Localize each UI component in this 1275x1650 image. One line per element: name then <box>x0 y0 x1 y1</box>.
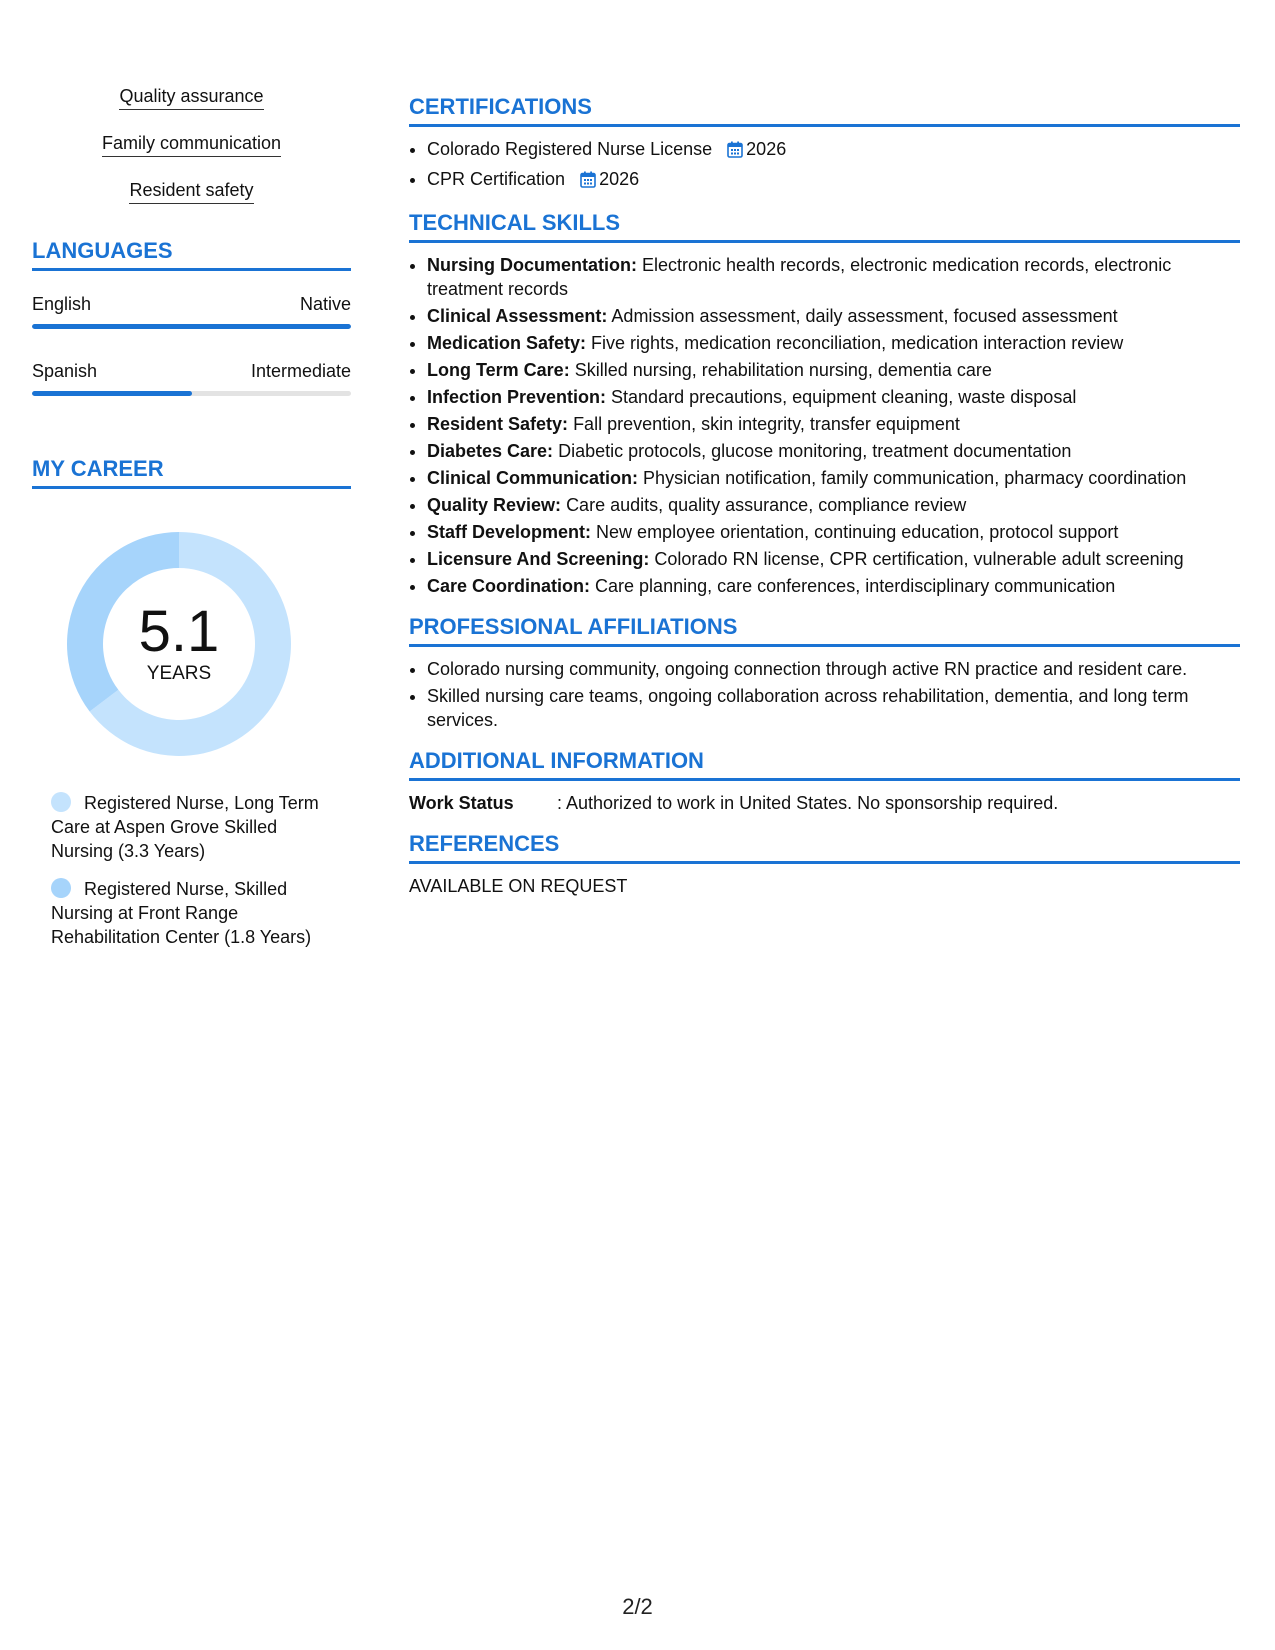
certification-name: CPR Certification <box>427 169 566 189</box>
legend-dot-icon <box>51 878 71 898</box>
affiliation-item: • Colorado nursing community, ongoing connection through active RN practice and resident care. <box>427 657 1240 681</box>
calendar-icon <box>580 170 596 194</box>
certification-item <box>427 137 1240 164</box>
language-name: Spanish <box>32 361 98 381</box>
skill-item: • Long Term Care: Skilled nursing, rehabilitation nursing, dementia care <box>427 358 1240 382</box>
affiliations-section <box>409 614 1240 732</box>
skill-item: • Clinical Assessment: Admission assessment, daily assessment, focused assessment <box>427 304 1240 328</box>
skill-item: • Staff Development: New employee orientation, continuing education, protocol support <box>427 520 1240 544</box>
skill-item: • Quality Review: Care audits, quality assurance, compliance review <box>427 493 1240 517</box>
language-bar <box>32 324 351 329</box>
calendar-icon <box>727 140 743 164</box>
career-legend <box>51 791 341 949</box>
affiliation-item: • Skilled nursing care teams, ongoing collaboration across rehabilitation, dementia, and long term services. <box>427 684 1240 732</box>
career-donut-chart <box>66 531 292 757</box>
language-level: Native <box>299 294 351 314</box>
strength-item: Quality assurance <box>32 84 351 110</box>
technical-skills-list <box>409 253 1240 598</box>
work-status-value: : Authorized to work in United States. No sponsorship required. <box>557 793 1059 813</box>
language-bar <box>32 391 351 396</box>
strength-item: Resident safety <box>32 178 351 204</box>
skill-item: • Nursing Documentation: Electronic health records, electronic medication records, electronic treatment records <box>427 253 1240 301</box>
strengths-list <box>32 84 351 204</box>
language-english <box>32 293 351 329</box>
certifications-title: CERTIFICATIONS <box>409 94 1240 127</box>
certifications-section <box>409 94 1240 194</box>
career-total-unit: YEARS <box>146 663 212 684</box>
language-level: Intermediate <box>250 361 351 381</box>
career-total-years: 5.1 <box>138 599 220 664</box>
certification-year: 2026 <box>746 139 787 159</box>
legend-dot-icon <box>51 792 71 812</box>
language-name: English <box>32 294 92 314</box>
donut-center <box>66 531 292 757</box>
page-number: 2/2 <box>622 1594 653 1619</box>
skill-item: • Medication Safety: Five rights, medication reconciliation, medication interaction review <box>427 331 1240 355</box>
work-status-row <box>409 791 1240 815</box>
skill-item: • Resident Safety: Fall prevention, skin integrity, transfer equipment <box>427 412 1240 436</box>
skill-item: • Care Coordination: Care planning, care conferences, interdisciplinary communication <box>427 574 1240 598</box>
skill-item: • Infection Prevention: Standard precautions, equipment cleaning, waste disposal <box>427 385 1240 409</box>
legend-item <box>51 791 341 863</box>
strength-item: Family communication <box>32 131 351 157</box>
skill-item: • Clinical Communication: Physician notification, family communication, pharmacy coordination <box>427 466 1240 490</box>
skill-item: • Licensure And Screening: Colorado RN license, CPR certification, vulnerable adult screening <box>427 547 1240 571</box>
language-bar-fill <box>32 391 192 396</box>
additional-info-section <box>409 748 1240 815</box>
language-bar-fill <box>32 324 351 329</box>
language-spanish <box>32 360 351 396</box>
certifications-list <box>409 137 1240 194</box>
affiliations-list <box>409 657 1240 732</box>
affiliations-title: PROFESSIONAL AFFILIATIONS <box>409 614 1240 647</box>
skill-item: • Diabetes Care: Diabetic protocols, glucose monitoring, treatment documentation <box>427 439 1240 463</box>
languages-title: LANGUAGES <box>32 238 351 271</box>
references-text: AVAILABLE ON REQUEST <box>409 876 628 896</box>
certification-name: Colorado Registered Nurse License <box>427 139 713 159</box>
references-title: REFERENCES <box>409 831 1240 864</box>
additional-info-title: ADDITIONAL INFORMATION <box>409 748 1240 781</box>
certification-item <box>427 167 1240 194</box>
legend-label: Registered Nurse, Long Term Care at Aspen Grove Skilled Nursing (3.3 Years) <box>51 793 319 861</box>
legend-item <box>51 877 341 949</box>
career-title: MY CAREER <box>32 456 351 489</box>
work-status-key: Work Status <box>409 793 514 813</box>
references-section <box>409 831 1240 898</box>
left-column <box>32 84 351 963</box>
legend-label: Registered Nurse, Skilled Nursing at Front Range Rehabilitation Center (1.8 Years) <box>51 879 312 947</box>
technical-skills-title: TECHNICAL SKILLS <box>409 210 1240 243</box>
certification-year: 2026 <box>599 169 640 189</box>
right-column <box>409 94 1240 914</box>
technical-skills-section <box>409 210 1240 598</box>
